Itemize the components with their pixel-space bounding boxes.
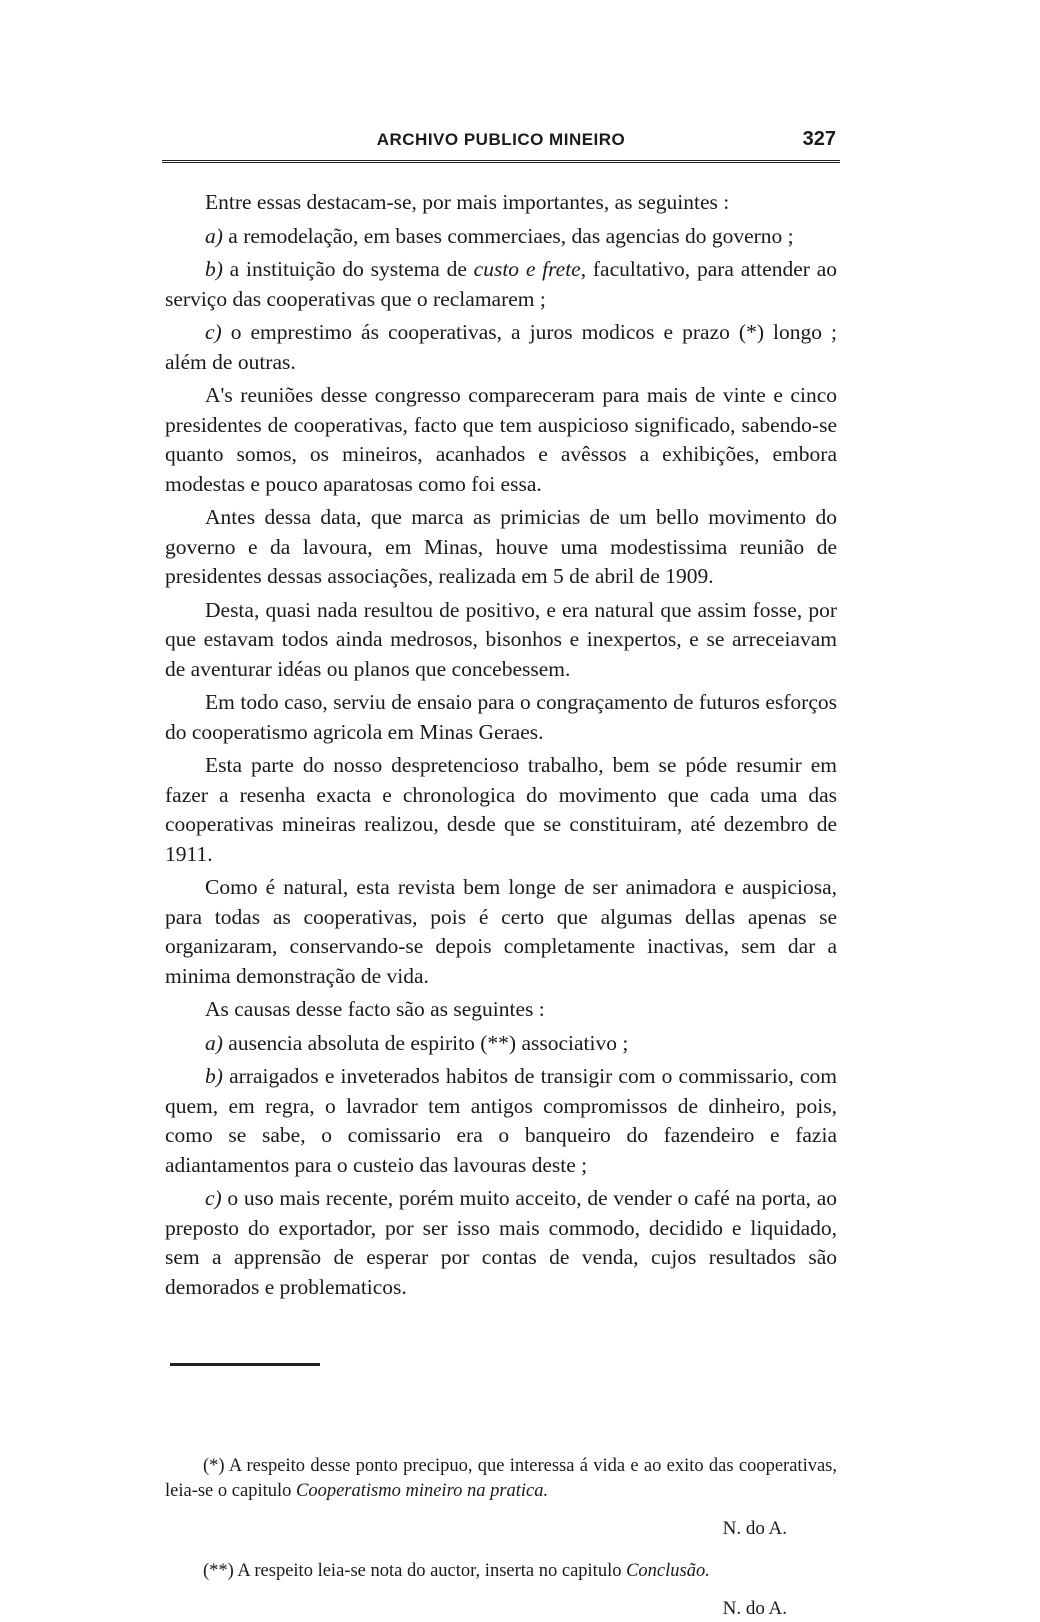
paragraph: [165, 596, 837, 685]
body-text: [165, 188, 837, 1302]
page-header: [162, 130, 840, 170]
footnote-signature: N. do A.: [722, 1518, 787, 1539]
footnote-rule: [170, 1363, 320, 1366]
list-item-a: [165, 1029, 837, 1059]
paragraph-text: ausencia absoluta de espirito: [222, 1030, 481, 1055]
list-item-b: [165, 255, 837, 314]
paragraph-text: Como é natural, esta revista bem longe de ser animadora e auspiciosa, para todas as cooperativas, pois é certo que algumas dellas apenas se organizaram, conservando-se depois completamente inactivas, sem dar a minima demonstração de vida.: [165, 875, 837, 988]
paragraph: [165, 688, 837, 747]
list-marker: a): [205, 223, 223, 248]
list-item-a: [165, 222, 837, 252]
list-item-b: [165, 1062, 837, 1180]
paragraph-text: Esta parte do nosso despretencioso trabalho, bem se póde resumir em fazer a resenha exacta e chronologica do movimento que cada uma das cooperativas mineiras realizou, desde que se constituiram, até dezembro de 1911.: [165, 753, 837, 866]
footnote-2: [165, 1559, 837, 1584]
paragraph-intro: [165, 188, 837, 218]
list-marker: c): [205, 320, 222, 344]
paragraph-text: Em todo caso, serviu de ensaio para o congraçamento de futuros esforços do cooperatismo agricola em Minas Geraes.: [165, 690, 837, 744]
footnote-text: (*) A respeito desse ponto precipuo, que interessa á vida e ao exito das cooperativas, leia-se o capitulo: [165, 1456, 837, 1501]
footnotes: [165, 1454, 837, 1621]
paragraph-text: a instituição do systema de: [222, 257, 474, 281]
list-item-c: [165, 318, 837, 377]
italic-term: custo e frete: [473, 257, 581, 281]
paragraph-text: As causas desse facto são as seguintes :: [205, 997, 545, 1021]
footnote-1: [165, 1454, 837, 1504]
paragraph: [165, 751, 837, 869]
running-title: ARCHIVO PUBLICO MINEIRO: [376, 130, 626, 149]
paragraph-text: A's reuniões desse congresso compareceram para mais de vinte e cinco presidentes de cooperativas, facto que tem auspicioso significado, sabendo-se quanto somos, os mineiros, acanhados e avêssos a exhibições, embora modestas e pouco aparatosas como foi essa.: [165, 383, 837, 496]
footnote-ref: (**): [480, 1030, 517, 1055]
list-marker: a): [205, 1030, 223, 1055]
paragraph-text: o uso mais recente, porém muito acceito, de vender o café na porta, ao preposto do exportador, por ser isso mais commodo, decidido e liquidado, sem a apprensão de esperar por contas de venda, cujos resultados são demorados e problematicos.: [165, 1186, 837, 1299]
paragraph-text: longo ; além de outras.: [165, 320, 837, 374]
paragraph-text: arraigados e inveterados habitos de transigir com o commissario, com quem, em regra, o lavrador tem antigos compromissos de dinheiro, pois, como se sabe, o comissario era o banqueiro do fazendeiro e fazia adiantamentos para o custeio das lavouras deste ;: [165, 1064, 837, 1177]
paragraph-text: Entre essas destacam-se, por mais importantes, as seguintes :: [205, 190, 730, 214]
paragraph-text: associativo ;: [516, 1030, 629, 1055]
italic-title: Conclusão.: [626, 1561, 710, 1581]
paragraph-text: a remodelação, em bases commerciaes, das agencias do governo ;: [222, 223, 794, 248]
paragraph-text: Antes dessa data, que marca as primicias de um bello movimento do governo e da lavoura, em Minas, houve uma modestissima reunião de presidentes dessas associações, realizada em 5 de abril de 1909.: [165, 505, 837, 588]
footnote-ref: (*): [738, 320, 764, 344]
paragraph: [165, 381, 837, 499]
paragraph-text: Desta, quasi nada resultou de positivo, e era natural que assim fosse, por que estavam todos ainda medrosos, bisonhos e inexpertos, e se arreceiavam de aventurar idéas ou planos que concebessem.: [165, 597, 837, 681]
page-number: 327: [802, 128, 836, 150]
footnote-signature: N. do A.: [722, 1598, 787, 1619]
paragraph-text: , facultativo, para attender ao serviço das cooperativas que o reclamarem ;: [165, 257, 837, 311]
list-marker: b): [205, 1064, 223, 1088]
paragraph: [165, 995, 837, 1025]
header-rule: [162, 160, 840, 163]
paragraph: [165, 503, 837, 592]
paragraph-text: o emprestimo ás cooperativas, a juros modicos e prazo: [221, 320, 739, 344]
paragraph: [165, 873, 837, 991]
list-marker: b): [205, 257, 223, 281]
footnote-text: (**) A respeito leia-se nota do auctor, inserta no capitulo: [203, 1561, 627, 1581]
list-marker: c): [205, 1186, 222, 1210]
italic-title: Cooperatismo mineiro na pratica.: [296, 1481, 549, 1501]
list-item-c: [165, 1184, 837, 1302]
